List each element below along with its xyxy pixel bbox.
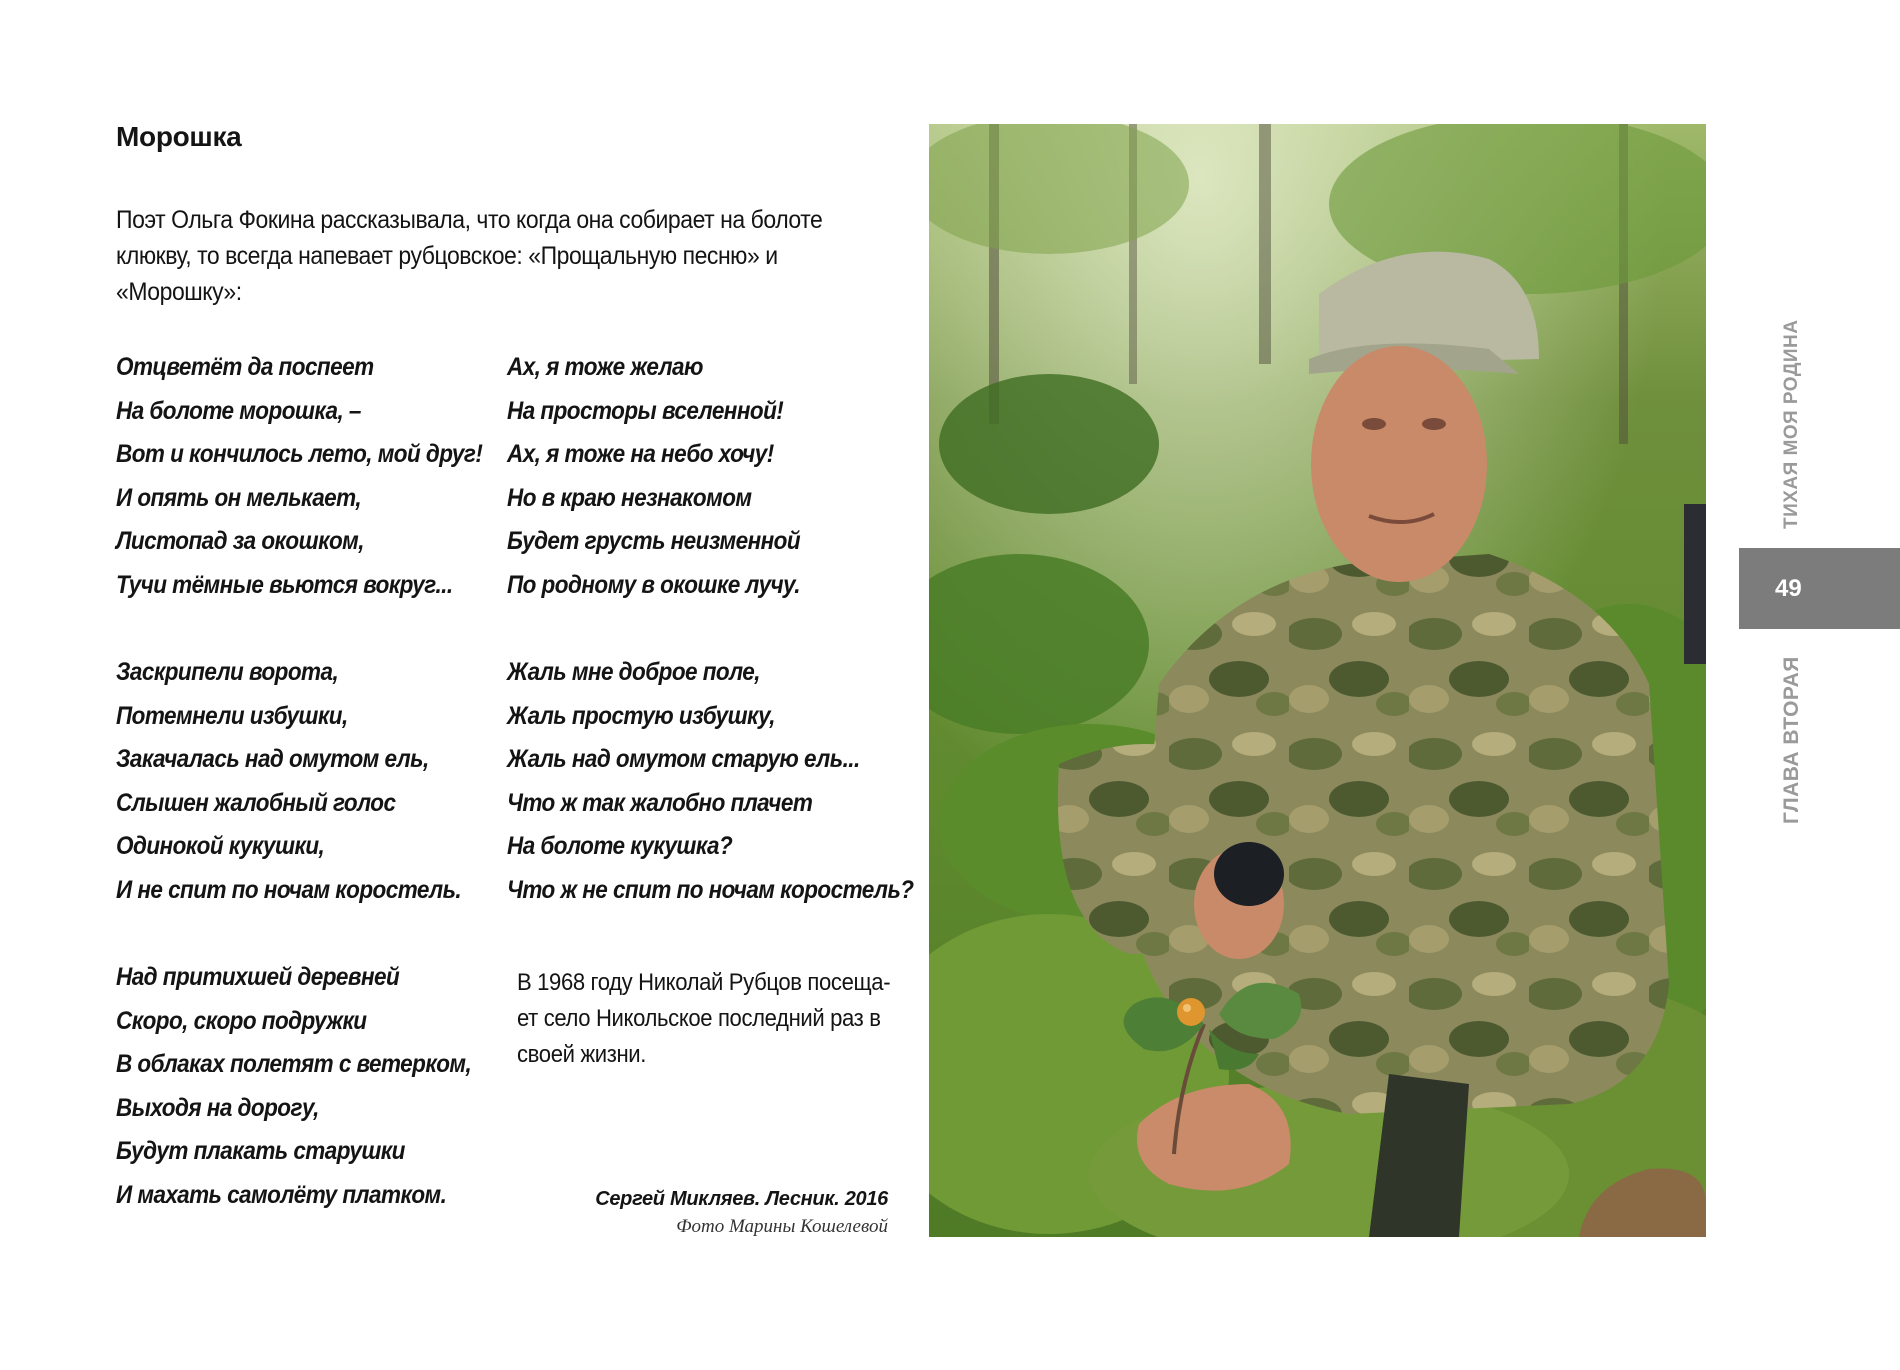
poem-line: На болоте кукушка? — [507, 832, 733, 861]
poem-line: Жаль над омутом старую ель... — [507, 745, 860, 774]
poem-line: Будет грусть неизменной — [507, 527, 801, 556]
page-number-tab — [1739, 548, 1900, 629]
poem-stanza — [116, 956, 471, 1218]
poem-line: Одинокой кукушки, — [116, 832, 325, 861]
poem-line: Над притихшей деревней — [116, 963, 400, 991]
poem-line: Вот и кончилось лето, мой друг! — [116, 440, 483, 469]
poem-line: Жаль мне доброе поле, — [507, 658, 760, 686]
poem-line: Скоро, скоро подружки — [116, 1006, 367, 1035]
poem-line: На просторы вселенной! — [507, 396, 784, 425]
poem-line: Листопад за окошком, — [116, 527, 364, 556]
poem-stanza — [507, 346, 800, 608]
intro-paragraph: Поэт Ольга Фокина рассказывала, что когда она собирает на болоте клюкву, то всегда напевает рубцовское: «Прощальную песню» и «Морошку»: — [116, 206, 823, 306]
poem-line: И опять он мелькает, — [116, 483, 362, 512]
poem-line: Слышен жалобный голос — [116, 788, 396, 817]
poem-line: Заскрипели ворота, — [116, 658, 339, 686]
poem-line: Тучи тёмные вьются вокруг... — [116, 570, 453, 599]
forester-photo — [929, 124, 1706, 1237]
poem-line: Но в краю незнакомом — [507, 483, 752, 512]
photo-caption-block — [595, 1186, 888, 1242]
poem-line: Ах, я тоже на небо хочу! — [507, 440, 774, 469]
poem-line: Жаль простую избушку, — [507, 701, 776, 730]
poem-line: Будут плакать старушки — [116, 1137, 405, 1166]
poem-line: На болоте морошка, – — [116, 396, 361, 425]
photo-caption: Сергей Микляев. Лесник. 2016 — [595, 1188, 888, 1210]
poem-line: В облаках полетят с ветерком, — [116, 1050, 472, 1079]
poem-line: Ах, я тоже желаю — [507, 353, 703, 381]
section-label: ТИХАЯ МОЯ РОДИНА — [1781, 319, 1802, 529]
poem-stanza — [116, 346, 482, 608]
poem-line: И махать самолёту платком. — [116, 1180, 447, 1209]
poem-stanza — [507, 651, 913, 913]
photo-credit: Фото Марины Кошелевой — [676, 1216, 888, 1237]
biographical-note: В 1968 году Николай Рубцов посеща-ет село Никольское последний раз в своей жизни. — [517, 969, 891, 1068]
poem-line: Закачалась над омутом ель, — [116, 745, 429, 774]
page-number: 49 — [1775, 575, 1802, 602]
poem-stanza — [116, 651, 461, 913]
poem-line: И не спит по ночам коростель. — [116, 875, 462, 904]
poem-line: Отцветёт да поспеет — [116, 353, 374, 381]
poem-line: По родному в окошке лучу. — [507, 570, 800, 599]
forester-photo-art — [929, 124, 1706, 1237]
poem-line: Потемнели избушки, — [116, 701, 348, 730]
chapter-label: ГЛАВА ВТОРАЯ — [1780, 656, 1803, 824]
poem-line: Что ж не спит по ночам коростель? — [507, 875, 914, 904]
poem-line: Выходя на дорогу, — [116, 1093, 319, 1122]
page-title: Морошка — [116, 121, 242, 152]
poem-line: Что ж так жалобно плачет — [507, 788, 813, 817]
